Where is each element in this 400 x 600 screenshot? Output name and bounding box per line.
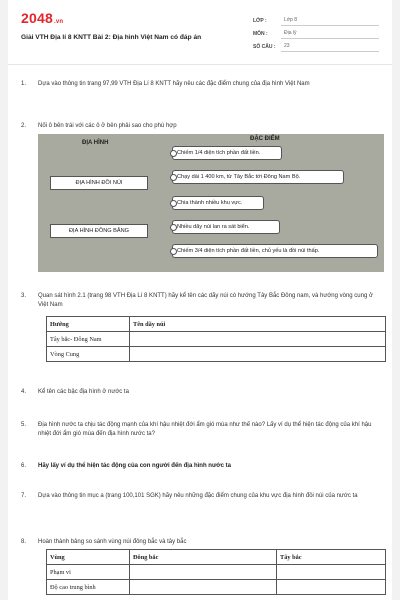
meta-row-count (253, 40, 379, 53)
table-header: Đông bắc (130, 550, 277, 565)
question-number: 3. (21, 293, 27, 299)
question-number: 6. (21, 463, 27, 469)
table-cell[interactable] (130, 347, 386, 362)
question-text: Quan sát hình 2.1 (trang 98 VTH Địa Lí 8 KNTT) hãy kể tên các dãy núi có hướng Tây Bắc Đông nam, và hướng vòng cung ở Việt Nam (38, 293, 373, 308)
table-cell: Vòng Cung (47, 347, 130, 362)
question-number: 1. (21, 81, 27, 87)
table-header: Vùng (47, 550, 130, 565)
table-row (47, 332, 386, 347)
table-header: Tên dãy núi (130, 317, 386, 332)
table-header: Hướng (47, 317, 130, 332)
table-header: Tây bắc (277, 550, 386, 565)
question-text: Dựa vào thông tin trang 97,99 VTH Địa Lí 8 KNTT hãy nêu các đặc điểm chung của địa hình Việt Nam (38, 81, 310, 87)
question-text: Địa hình nước ta chịu tác động mạnh của khí hậu nhiệt đới ẩm gió mùa như thế nào? Lấy ví dụ thể hiện tác động của khí hậu nhiệt đới ẩm gió mùa đến địa hình nước ta? (38, 422, 372, 437)
logo-text: 2048 (21, 10, 53, 26)
connector-dot (170, 174, 177, 181)
document-header (8, 0, 392, 65)
meta-info (253, 14, 379, 53)
matching-right-box (172, 146, 282, 160)
matching-right-header: ĐẶC ĐIỂM (250, 136, 280, 142)
table-cell[interactable] (277, 565, 386, 580)
meta-label: MÔN : (253, 30, 268, 37)
question-number: 5. (21, 422, 27, 428)
matching-right-box (172, 220, 280, 234)
question-number: 4. (21, 389, 27, 395)
question-text: Nối ô bên trái với các ô ở bên phải sao cho phù hợp (38, 123, 177, 129)
matching-right-text: Chiếm 3/4 diện tích phần đất liền, chủ yếu là đồi núi thấp. (177, 248, 320, 254)
logo-suffix: .vn (53, 19, 64, 25)
question-number: 2. (21, 123, 27, 129)
matching-left-box: ĐỊA HÌNH ĐỒNG BẰNG (50, 224, 148, 238)
table-header-row (47, 550, 386, 565)
matching-right-box (172, 244, 378, 258)
meta-value: Lớp 8 (281, 16, 379, 26)
table-cell[interactable] (130, 580, 277, 595)
matching-right-box (172, 170, 344, 184)
matching-right-text: Chiếm 1/4 diện tích phần đất liền. (177, 150, 261, 156)
connector-dot (170, 248, 177, 255)
table-cell: Độ cao trung bình (47, 580, 130, 595)
table-cell: Phạm vi (47, 565, 130, 580)
table-row (47, 347, 386, 362)
matching-left-box: ĐỊA HÌNH ĐỒI NÚI (50, 176, 148, 190)
connector-dot (170, 200, 177, 207)
meta-value: Địa lý (281, 29, 379, 39)
matching-right-text: Chạy dài 1 400 km, từ Tây Bắc tới Đông Nam Bộ. (177, 174, 301, 180)
table-row (47, 580, 386, 595)
connector-dot (170, 150, 177, 157)
table-cell[interactable] (130, 565, 277, 580)
meta-value: 23 (281, 42, 379, 52)
question-text: Hãy lấy ví dụ thể hiện tác động của con người đến địa hình nước ta (38, 463, 231, 469)
meta-row-class (253, 14, 379, 27)
matching-right-text: Nhiều dãy núi lan ra sát biển. (177, 224, 250, 230)
document-page (8, 0, 392, 600)
question-text: Kể tên các bậc địa hình ở nước ta (38, 389, 129, 395)
question-text: Hoàn thành bảng so sánh vùng núi đông bắc và tây bắc (38, 539, 187, 545)
connector-dot (170, 224, 177, 231)
matching-left-header: ĐỊA HÌNH (82, 140, 109, 146)
meta-row-subject (253, 27, 379, 40)
meta-label: LỚP : (253, 17, 267, 24)
page-title: Giải VTH Địa lí 8 KNTT Bài 2: Địa hình Việt Nam có đáp án (21, 34, 202, 41)
table-row (47, 565, 386, 580)
table-cell[interactable] (277, 580, 386, 595)
table-cell[interactable] (130, 332, 386, 347)
meta-label: SỐ CÂU : (253, 43, 276, 50)
question-text: Dựa vào thông tin mục a (trang 100,101 SGK) hãy nêu những đặc điểm chung của khu vực địa hình đồi núi của nước ta (38, 493, 358, 499)
site-logo[interactable] (21, 10, 63, 26)
direction-table (46, 316, 386, 362)
question-number: 7. (21, 493, 27, 499)
comparison-table (46, 549, 386, 595)
table-header-row (47, 317, 386, 332)
matching-right-text: Chia thành nhiều khu vực. (177, 200, 243, 206)
table-cell: Tây bắc- Đông Nam (47, 332, 130, 347)
matching-right-box (172, 196, 264, 210)
question-number: 8. (21, 539, 27, 545)
matching-diagram (38, 134, 384, 272)
